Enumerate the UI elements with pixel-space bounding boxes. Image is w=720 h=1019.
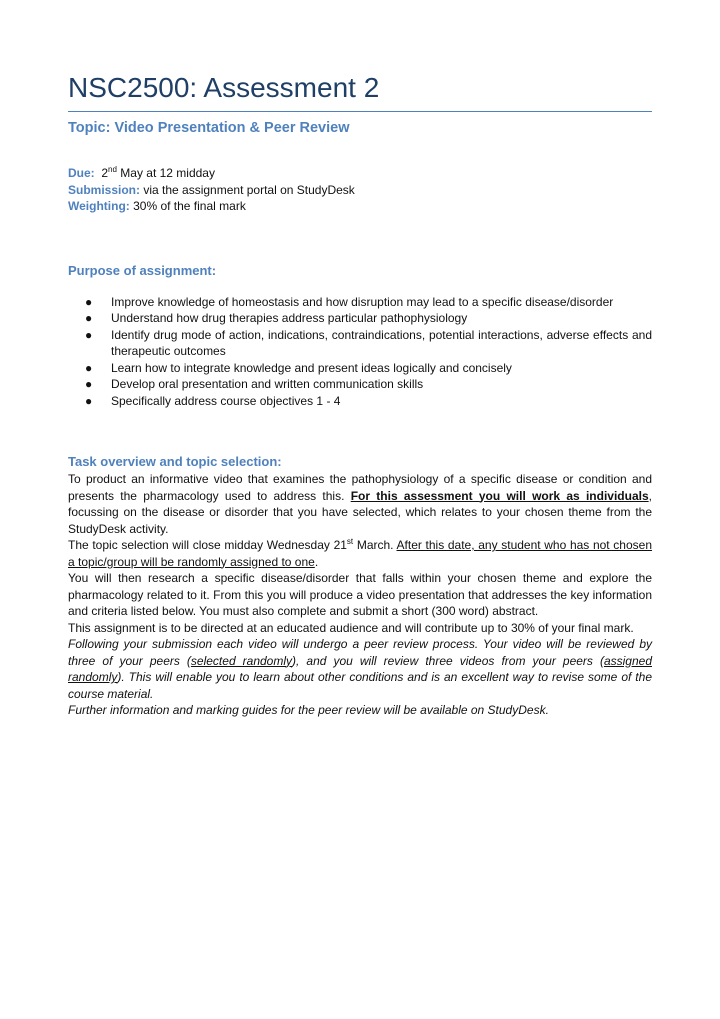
- submission-value: via the assignment portal on StudyDesk: [140, 182, 355, 197]
- assessment-details: [68, 165, 652, 215]
- submission-line: [68, 182, 652, 199]
- task-heading: Task overview and topic selection:: [68, 454, 282, 469]
- random-assignment-notice: After this date, any student who has not chosen a topic/group will be randomly assigned to one: [68, 538, 653, 569]
- list-item: [68, 310, 652, 327]
- document-content: [68, 70, 652, 719]
- peer-review-text-end: ). This will enable you to learn about other conditions and is an excellent way to revise some of the course material.: [68, 670, 652, 701]
- bullet-icon: ●: [85, 327, 93, 342]
- task-section: [68, 453, 652, 719]
- due-label: Due:: [68, 166, 95, 180]
- weighting-line: [68, 198, 652, 215]
- task-paragraph-3: You will then research a specific disease/disorder that falls within your chosen theme and explore the pharmacology related to it. From this you will produce a video presentation that addresses the key information and criteria listed below. You must also complete and submit a short (300 word) abstract.: [68, 571, 652, 618]
- assigned-randomly-text: assigned randomly: [68, 653, 652, 684]
- task-paragraph-2: [68, 537, 652, 570]
- bullet-icon: ●: [85, 360, 93, 375]
- list-item-text: Understand how drug therapies address particular pathophysiology: [111, 311, 468, 325]
- due-day-suffix: nd: [108, 165, 117, 174]
- list-item-text: Develop oral presentation and written communication skills: [111, 377, 424, 391]
- selected-randomly-text: selected randomly: [190, 653, 293, 668]
- list-item-text: Learn how to integrate knowledge and present ideas logically and concisely: [111, 360, 512, 375]
- individual-work-emphasis: For this assessment you will work as individuals: [350, 488, 649, 503]
- weighting-value: 30% of the final mark: [129, 199, 246, 213]
- task-paragraph-1-text-end: , focussing on the disease or disorder that you have selected, which relates to your chosen theme from the StudyDesk activity.: [68, 488, 652, 536]
- bullet-icon: ●: [85, 377, 93, 391]
- submission-label: Submission:: [68, 182, 141, 197]
- list-item: [68, 294, 652, 311]
- due-rest: May at 12 midday: [116, 166, 215, 180]
- due-line: [68, 165, 652, 182]
- list-item-text: Specifically address course objectives 1 - 4: [111, 393, 341, 408]
- task-paragraph-2-text: The topic selection will close midday Wednesday 21: [68, 538, 347, 552]
- document-subtitle: Topic: Video Presentation & Peer Review: [68, 120, 350, 136]
- title-rule: [68, 111, 652, 112]
- bullet-icon: ●: [85, 311, 93, 325]
- purpose-section: [68, 262, 652, 410]
- list-item: [68, 376, 652, 393]
- peer-review-text: Following your submission each video will undergo a peer review process. Your video will be reviewed by three of your peers (: [68, 637, 652, 668]
- list-item: [68, 393, 652, 410]
- peer-review-paragraph: [68, 636, 652, 702]
- purpose-heading: Purpose of assignment:: [68, 262, 217, 278]
- further-info-paragraph: Further information and marking guides for the peer review will be available on StudyDesk.: [68, 703, 549, 717]
- list-item-text: Identify drug mode of action, indications, contraindications, potential interactions, adverse effects and therapeutic outcomes: [111, 327, 652, 358]
- list-item: [68, 360, 652, 377]
- date-suffix: st: [346, 537, 354, 546]
- purpose-list: [68, 294, 652, 410]
- task-paragraph-2-text-mid: March.: [353, 538, 397, 552]
- weighting-label: Weighting:: [68, 199, 130, 213]
- task-paragraph-2-text-end: .: [314, 554, 319, 569]
- bullet-icon: ●: [85, 393, 93, 408]
- task-paragraph-1: [68, 471, 652, 537]
- bullet-icon: ●: [85, 294, 93, 309]
- task-paragraph-1-text: To product an informative video that examines the pathophysiology of a specific disease or condition and presents the pharmacology used to address this.: [68, 472, 652, 503]
- document-title: NSC2500: Assessment 2: [68, 72, 380, 103]
- task-paragraph-4: This assignment is to be directed at an educated audience and will contribute up to 30% of your final mark.: [68, 620, 634, 635]
- peer-review-text-mid: ), and you will review three videos from your peers (: [292, 653, 604, 668]
- list-item: [68, 327, 652, 360]
- due-day: 2: [101, 166, 109, 180]
- list-item-text: Improve knowledge of homeostasis and how disruption may lead to a specific disease/disorder: [111, 294, 614, 309]
